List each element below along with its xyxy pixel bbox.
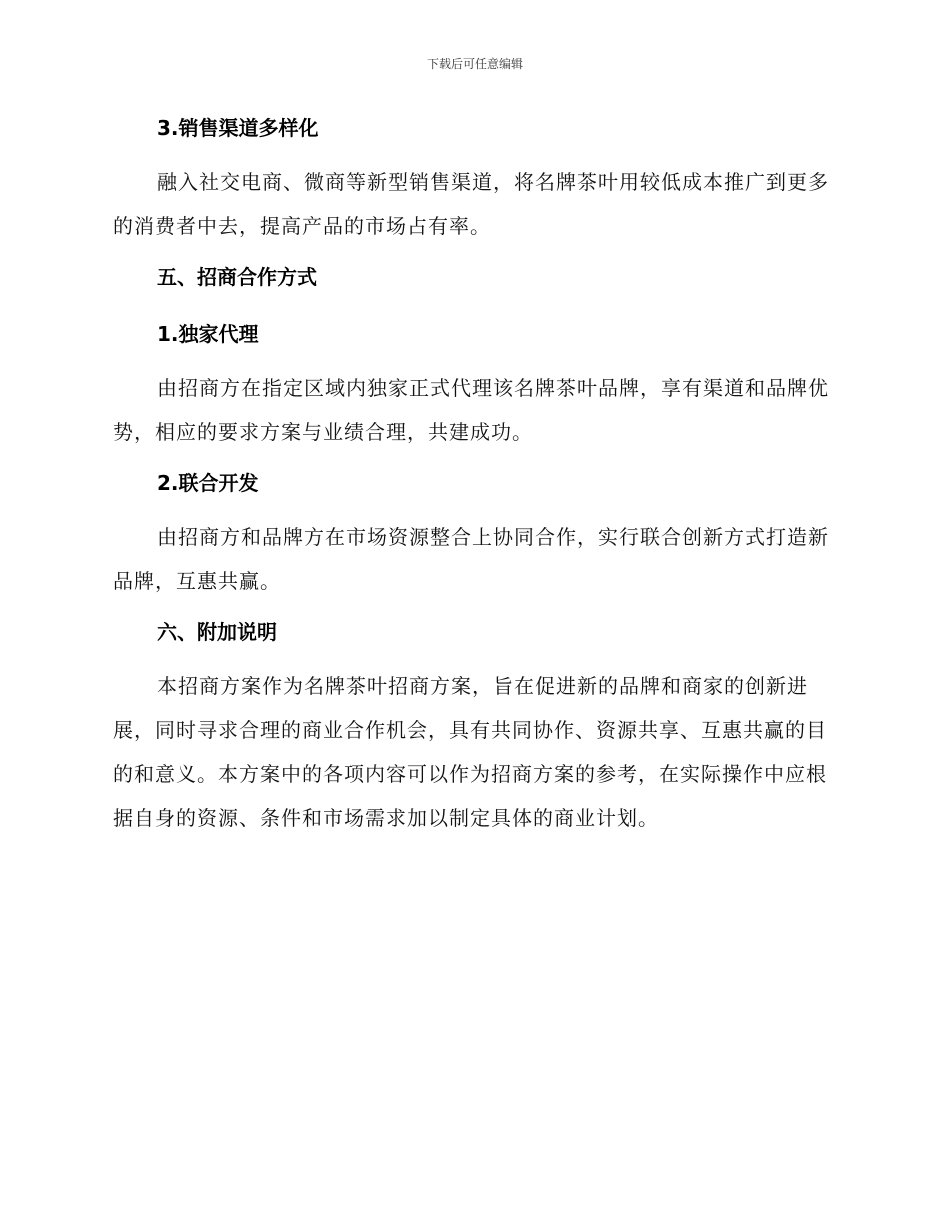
heading-additional-notes: 六、附加说明 — [157, 620, 277, 644]
paragraph-joint-development: 由招商方和品牌方在市场资源整合上协同合作，实行联合创新方式打造新品牌，互惠共赢。 — [113, 525, 829, 593]
heading-cooperation: 五、招商合作方式 — [157, 265, 317, 289]
paragraph-sales-channels: 融入社交电商、微商等新型销售渠道，将名牌茶叶用较低成本推广到更多的消费者中去，提高产品的市场占有率。 — [113, 170, 829, 238]
page-header-note: 下载后可任意编辑 — [426, 57, 523, 71]
paragraph-additional-notes: 本招商方案作为名牌茶叶招商方案，旨在促进新的品牌和商家的创新进展，同时寻求合理的商业合作机会，具有共同协作、资源共享、互惠共赢的目的和意义。本方案中的各项内容可以作为招商方案的参考，在实际操作中应根据自身的资源、条件和市场需求加以制定具体的商业计划。 — [113, 674, 827, 830]
heading-sales-channels: 3.销售渠道多样化 — [157, 116, 319, 140]
paragraph-exclusive-agent: 由招商方在指定区域内独家正式代理该名牌茶叶品牌，享有渠道和品牌优势，相应的要求方案与业绩合理，共建成功。 — [113, 376, 829, 444]
heading-exclusive-agent: 1.独家代理 — [157, 322, 259, 346]
heading-joint-development: 2.联合开发 — [157, 471, 259, 495]
document-body — [113, 112, 833, 840]
